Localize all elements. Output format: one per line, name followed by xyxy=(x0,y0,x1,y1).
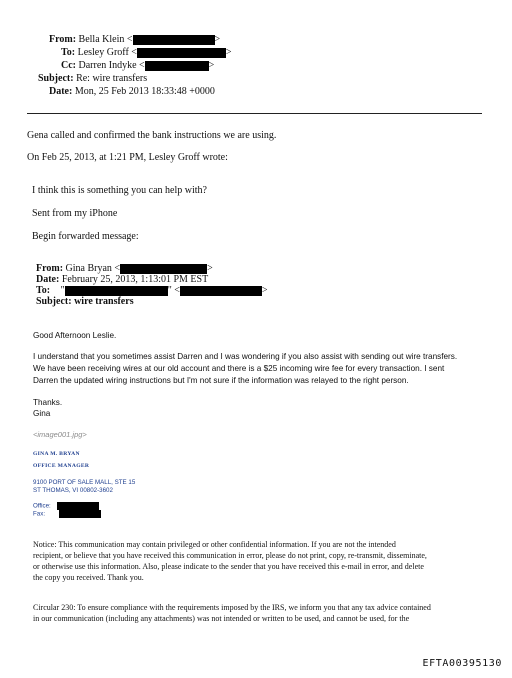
fwd-to-mid: " < xyxy=(167,285,180,296)
image-placeholder: <image001.jpg> xyxy=(33,430,87,439)
header-subject-row xyxy=(38,72,147,85)
reply-body: Gena called and confirmed the bank instructions we are using. xyxy=(27,130,277,141)
cc-label: Cc: xyxy=(61,60,76,71)
bates-number: EFTA00395130 xyxy=(422,658,502,669)
date-text: Mon, 25 Feb 2013 18:33:48 +0000 xyxy=(74,86,215,97)
message-thanks: Thanks. xyxy=(33,398,63,407)
signature-title: OFFICE MANAGER xyxy=(33,463,90,469)
header-to-row xyxy=(61,46,232,59)
message-greeting: Good Afternoon Leslie. xyxy=(33,331,117,340)
circular-line: in our communication (including any attachments) was not intended or written to be used, and cannot be used, for the xyxy=(33,614,410,623)
forward-line: I think this is something you can help with? xyxy=(32,185,207,196)
redaction-bar xyxy=(145,61,209,71)
close-bracket: > xyxy=(208,60,215,71)
fax-label: Fax: xyxy=(33,510,46,518)
redaction-bar xyxy=(57,502,99,510)
notice-line: recipient, or believe that you have received this communication in error, please do not print, copy, re-transmit, disseminate, xyxy=(33,551,427,560)
signature-address: 9100 PORT OF SALE MALL, STE 15 xyxy=(33,479,136,486)
fwd-subject-row xyxy=(36,295,134,308)
fwd-date-text: February 25, 2013, 1:13:01 PM EST xyxy=(61,274,209,285)
notice-line: Notice: This communication may contain privileged or other confidential information. If you are not the intended xyxy=(33,540,396,549)
redaction-bar xyxy=(133,35,215,45)
forward-line: Begin forwarded message: xyxy=(32,231,139,242)
fwd-to-label: To: xyxy=(36,285,51,296)
message-para-line: Darren the updated wiring instructions but I'm not sure if the information was relayed to the right person. xyxy=(33,376,409,385)
cc-name: Darren Indyke < xyxy=(78,60,145,71)
close-bracket: > xyxy=(225,47,232,58)
fwd-from-name: Gina Bryan < xyxy=(65,263,121,274)
signature-office-row xyxy=(33,502,99,510)
message-para-line: We have been receiving wires at our old account and there is a $25 incoming wire fee for every transaction. I sent xyxy=(33,364,445,373)
redaction-bar xyxy=(137,48,226,58)
fwd-to-quote: " xyxy=(60,285,65,296)
close-bracket: > xyxy=(214,34,221,45)
quote-attribution: On Feb 25, 2013, at 1:21 PM, Lesley Groff wrote: xyxy=(27,152,228,163)
subject-label: Subject: xyxy=(38,73,74,84)
fwd-subject-label: Subject: xyxy=(36,296,72,307)
signature-address: ST THOMAS, VI 00802-3602 xyxy=(33,487,113,494)
fwd-from-label: From: xyxy=(36,263,64,274)
close-bracket: > xyxy=(207,263,213,274)
circular-line: Circular 230: To ensure compliance with the requirements imposed by the IRS, we inform you that any tax advice contained xyxy=(33,603,431,612)
header-cc-row xyxy=(61,59,214,72)
redaction-bar xyxy=(59,510,101,518)
message-sign: Gina xyxy=(33,409,51,418)
office-label: Office: xyxy=(33,502,51,510)
to-label: To: xyxy=(61,47,76,58)
close-bracket: > xyxy=(261,285,268,296)
from-label: From: xyxy=(49,34,77,45)
signature-fax-row xyxy=(33,510,101,518)
fwd-date-label: Date: xyxy=(36,274,60,285)
message-para-line: I understand that you sometimes assist Darren and I was wondering if you also assist with sending out wire transfers. xyxy=(33,352,458,361)
from-name: Bella Klein < xyxy=(78,34,133,45)
fwd-subject-text: wire transfers xyxy=(74,296,134,307)
date-label: Date: xyxy=(49,86,73,97)
header-from-row xyxy=(49,33,220,46)
notice-line: or otherwise use this information. Also, please indicate to the sender that you have received this e-mail in error, and delete xyxy=(33,562,424,571)
header-divider xyxy=(27,113,482,114)
notice-line: the copy you received. Thank you. xyxy=(33,573,144,582)
redaction-bar xyxy=(180,286,262,296)
to-name: Lesley Groff < xyxy=(77,47,137,58)
subject-text: Re: wire transfers xyxy=(76,73,148,84)
header-date-row xyxy=(49,85,215,98)
signature-name: GINA M. BRYAN xyxy=(33,451,80,457)
forward-line: Sent from my iPhone xyxy=(32,208,118,219)
